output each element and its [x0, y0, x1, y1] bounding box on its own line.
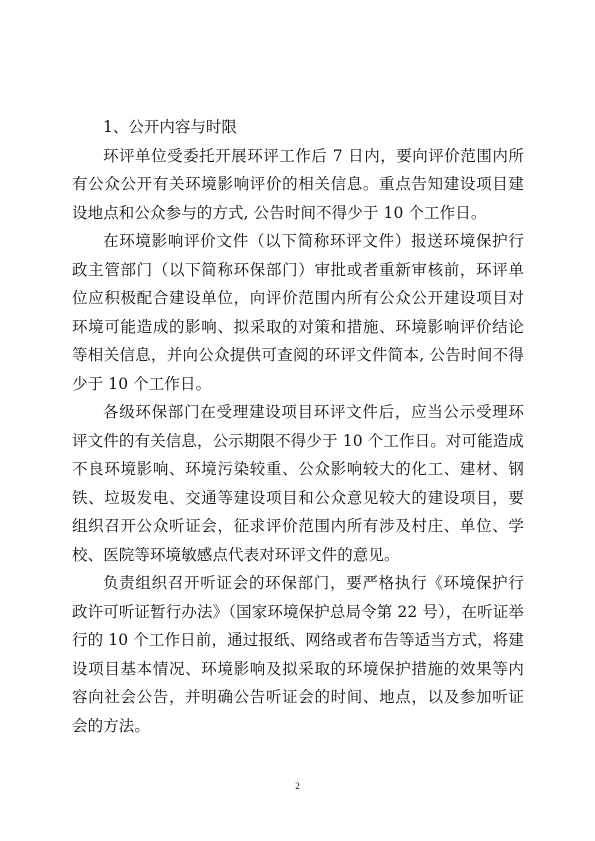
page-content: [72, 113, 524, 740]
paragraph-1: 环评单位受委托开展环评工作后 7 日内，要向评价范围内所有公众公开有关环境影响评价的相关信息。重点告知建设项目建设地点和公众参与的方式, 公告时间不得少于 10 个工作日。: [72, 146, 524, 222]
paragraph-2: 在环境影响评价文件（以下简称环评文件）报送环境保护行政主管部门（以下简称环保部门）审批或者重新审核前，环评单位应积极配合建设单位，向评价范围内所有公众公开建设项目对环境可能造成的影响、拟采取的对策和措施、环境影响评价结论等相关信息，并向公众提供可查阅的环评文件简本, 公告时间不得少于 10 个工作日。: [72, 232, 524, 393]
paragraph-4: 负责组织召开听证会的环保部门，要严格执行《环境保护行政许可听证暂行办法》（国家环境保护总局令第 22 号），在听证举行的 10 个工作日前，通过报纸、网络或者布告等适当方式，将建设项目基本情况、环境影响及拟采取的环境保护措施的效果等内容向社会公告，并明确公告听证会的时间、地点，以及参加听证会的方法。: [72, 574, 524, 735]
section-heading: 1、公开内容与时限: [103, 118, 237, 136]
page-number: 2: [295, 781, 300, 791]
paragraph-3: 各级环保部门在受理建设项目环评文件后，应当公示受理环评文件的有关信息，公示期限不得少于 10 个工作日。对可能造成不良环境影响、环境污染较重、公众影响较大的化工、建材、钢铁、垃圾发电、交通等建设项目和公众意见较大的建设项目，要组织召开公众听证会，征求评价范围内所有涉及村庄、单位、学校、医院等环境敏感点代表对环评文件的意见。: [72, 403, 524, 564]
